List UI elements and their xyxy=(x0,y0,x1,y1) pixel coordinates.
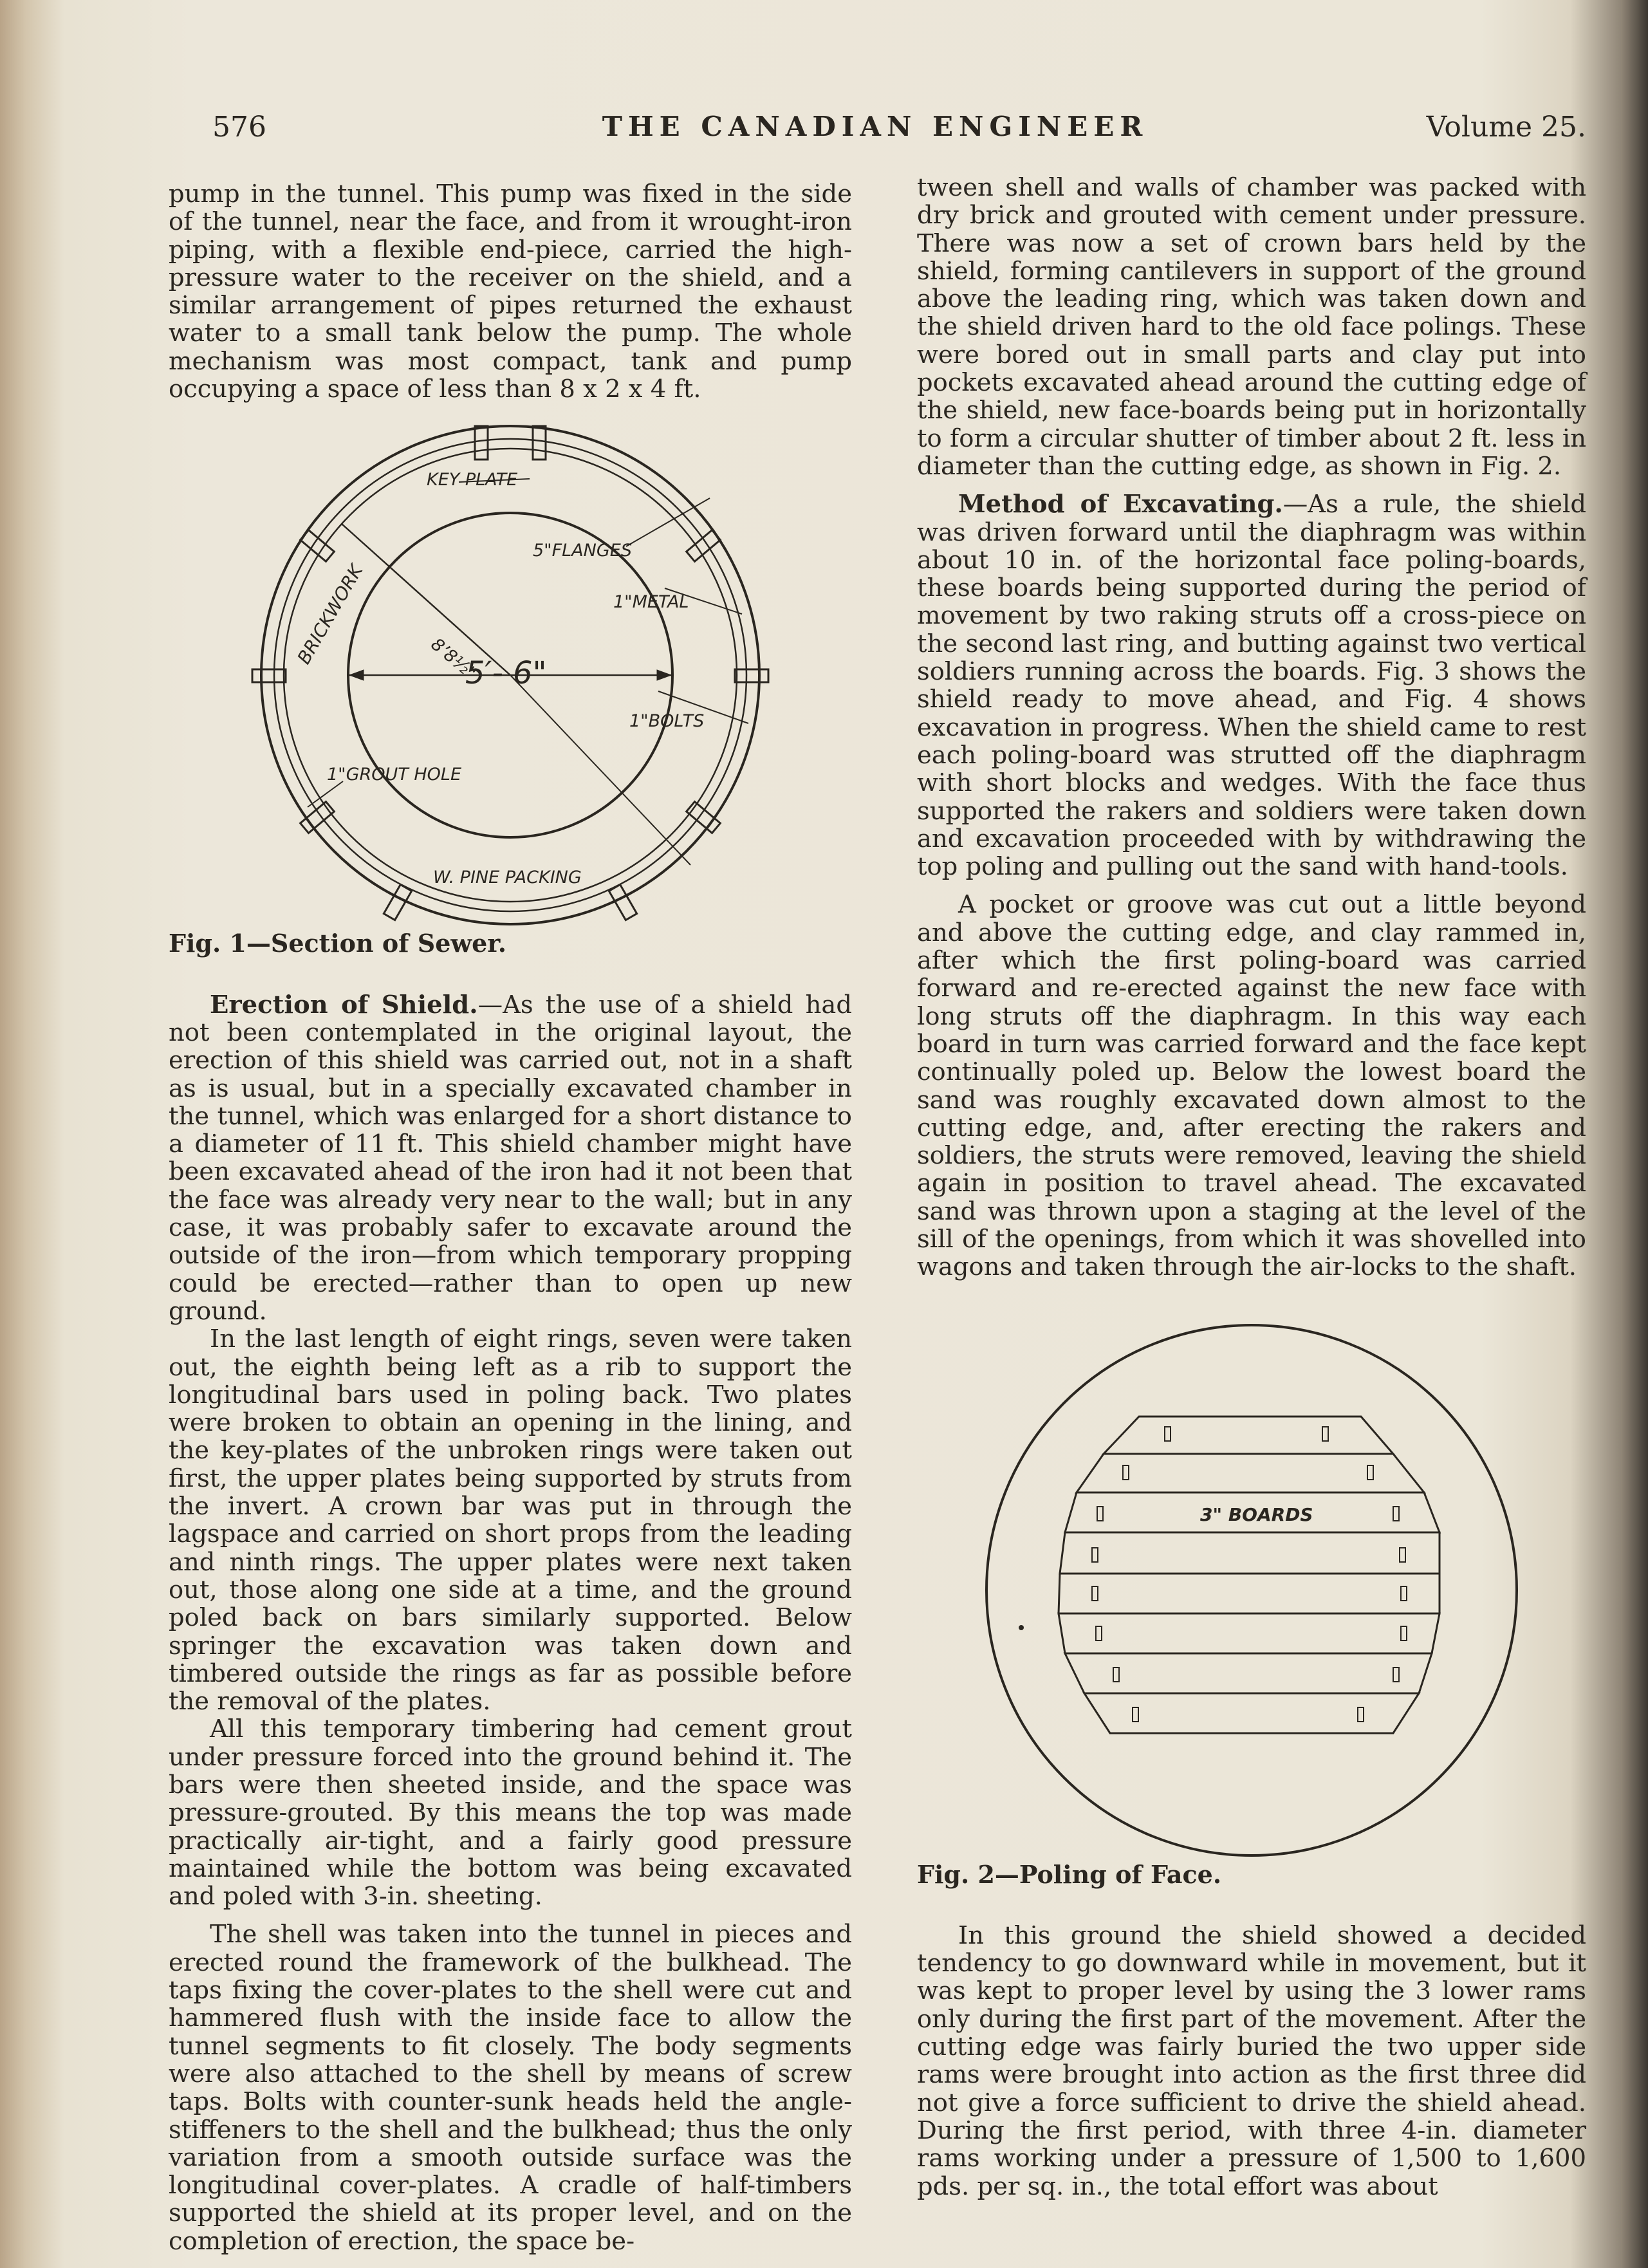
figure-2 xyxy=(917,1320,1586,1888)
method-text: —As a rule, the shield was driven forward until the diaphragm was within about 10 in. of the horizontal face poling-boards, these boards being supported during the period of movement by two raking struts off a cross-piece on the second last ring, and butting against two vertical soldiers running across the boards. Fig. 3 shows the shield ready to move ahead, and Fig. 4 shows excavation in progress. When the shield came to rest each poling-board was strutted off the diaphragm with short blocks and wedges. With the face thus supported the rakers and soldiers were taken down and excavation proceeded with by withdrawing the top poling and pulling out the sand with hand-tools. xyxy=(917,490,1587,882)
figure-1-caption: Fig. 1—Section of Sewer. xyxy=(169,929,507,958)
label-flanges: 5"FLANGES xyxy=(533,541,632,561)
poling-boards xyxy=(1059,1417,1440,1733)
right-column xyxy=(917,174,1586,2200)
figure-1 xyxy=(169,421,852,957)
sewer-section-diagram xyxy=(246,421,774,929)
running-head xyxy=(164,103,1586,148)
paragraph-rings: In the last length of eight rings, seven were taken out, the eighth being left as a rib to support the longitudinal bars used in poling back. Two plates were broken to obtain an opening in the lining, and the key-plates of the unbroken rings were taken out first, the upper plates being supported by struts from the invert. A crown bar was put in through the lagspace and carried on short props from the leading and ninth rings. The upper plates were next taken out, those along one side at a time, and the ground poled back on bars similarly supported. Below springer the excavation was taken down and timbered outside the rings as far as possible before the removal of the plates. xyxy=(169,1325,852,1716)
erection-text: —As the use of a shield had not been contemplated in the original layout, the erection of this shield was carried out, not in a shaft as is usual, but in a specially excavated chamber in the tunnel, which was enlarged for a short distance to a diameter of 11 ft. This shield chamber might have been excavated ahead of the iron had it not been that the face was already very near to the wall; but in any case, it was probably safer to excavate around the outside of the iron—from which temporary propping could be erected—rather than to open up new ground. xyxy=(169,990,853,1326)
page-number: 576 xyxy=(212,111,266,144)
label-packing: W. PINE PACKING xyxy=(433,868,582,888)
label-key-plate: KEY PLATE xyxy=(427,470,518,490)
paragraph-erection xyxy=(169,991,852,1326)
paragraph-pocket: A pocket or groove was cut out a little beyond and above the cutting edge, and clay rammed in, after which the first poling-board was carried forward and re-erected against the new face with long struts off the diaphragm. In this way each board in turn was carried forward and the face kept continually poled up. Below the lowest board the sand was roughly excavated down almost to the cutting edge, and, after erecting the rakers and soldiers, the struts were removed, leaving the shield again in position to travel ahead. The excavated sand was thrown upon a staging at the level of the sill of the openings, from which it was shovelled into wagons and taken through the air-locks to the shaft. xyxy=(917,890,1586,1282)
paragraph-continuation: tween shell and walls of chamber was packed with dry brick and grouted with cement under pressure. There was now a set of crown bars held by the shield, forming cantilevers in support of the ground above the leading ring, which was taken down and the shield driven hard to the old face polings. These were bored out in small parts and clay put into pockets excavated ahead around the cutting edge of the shield, new face-boards being put in horizontally to form a circular shutter of timber about 2 ft. less in diameter than the cutting edge, as shown in Fig. 2. xyxy=(917,173,1586,481)
label-diameter: 5′- 6" xyxy=(465,655,547,692)
label-grout-hole: 1"GROUT HOLE xyxy=(327,765,462,785)
paragraph-shell: The shell was taken into the tunnel in pieces and erected round the framework of the bulkhead. The taps fixing the cover-plates to the shell were cut and hammered flush with the inside face to allow the tunnel segments to fit closely. The body segments were also attached to the shell by means of screw taps. Bolts with counter-sunk heads held the angle-stiffeners to the shell and the bulkhead; thus the only variation from a smooth outside surface was the longitudinal cover-plates. A cradle of half-timbers supported the shield at its proper level, and on the completion of erection, the space be- xyxy=(169,1920,852,2256)
figure-2-caption: Fig. 2—Poling of Face. xyxy=(917,1859,1222,1889)
poling-face-diagram xyxy=(981,1320,1522,1861)
label-bolts: 1"BOLTS xyxy=(629,711,705,732)
paragraph-pump: pump in the tunnel. This pump was fixed in the side of the tunnel, near the face, and from it wrought-iron piping, with a flexible end-piece, carried the high-pressure water to the receiver on the shield, and a similar arrangement of pipes returned the exhaust water to a small tank below the pump. The whole mechanism was most compact, tank and pump occupying a space of less than 8 x 2 x 4 ft. xyxy=(169,180,852,404)
paragraph-ground: In this ground the shield showed a decided tendency to go downward while in movement, but it was kept to proper level by using the 3 lower rams only during the first part of the movement. After the cutting edge was fairly buried the two upper side rams were brought into action as the first three did not give a force sufficient to drive the shield ahead. During the first period, with three 4-in. diameter rams working under a pressure of 1,500 to 1,600 pds. per sq. in., the total effort was about xyxy=(917,1920,1586,2201)
paragraph-timbering: All this temporary timbering had cement grout under pressure forced into the ground behind it. The bars were then sheeted inside, and the space was pressure-grouted. By this means the top was made practically air-tight, and a fairly good pressure maintained while the bottom was being excavated and poled with 3-in. sheeting. xyxy=(169,1715,852,1911)
heading-erection: Erection of Shield. xyxy=(210,990,478,1019)
paragraph-method xyxy=(917,490,1586,880)
label-radius: 8’8½" xyxy=(427,634,480,684)
journal-title: THE CANADIAN ENGINEER xyxy=(602,111,1149,142)
label-metal: 1"METAL xyxy=(613,592,689,613)
volume-label: Volume 25. xyxy=(1426,111,1586,144)
shield-outline xyxy=(986,1325,1517,1855)
label-brickwork: BRICKWORK xyxy=(293,561,367,668)
label-boards: 3" BOARDS xyxy=(1200,1503,1313,1525)
left-column xyxy=(169,180,852,2255)
heading-method: Method of Excavating. xyxy=(958,490,1283,519)
